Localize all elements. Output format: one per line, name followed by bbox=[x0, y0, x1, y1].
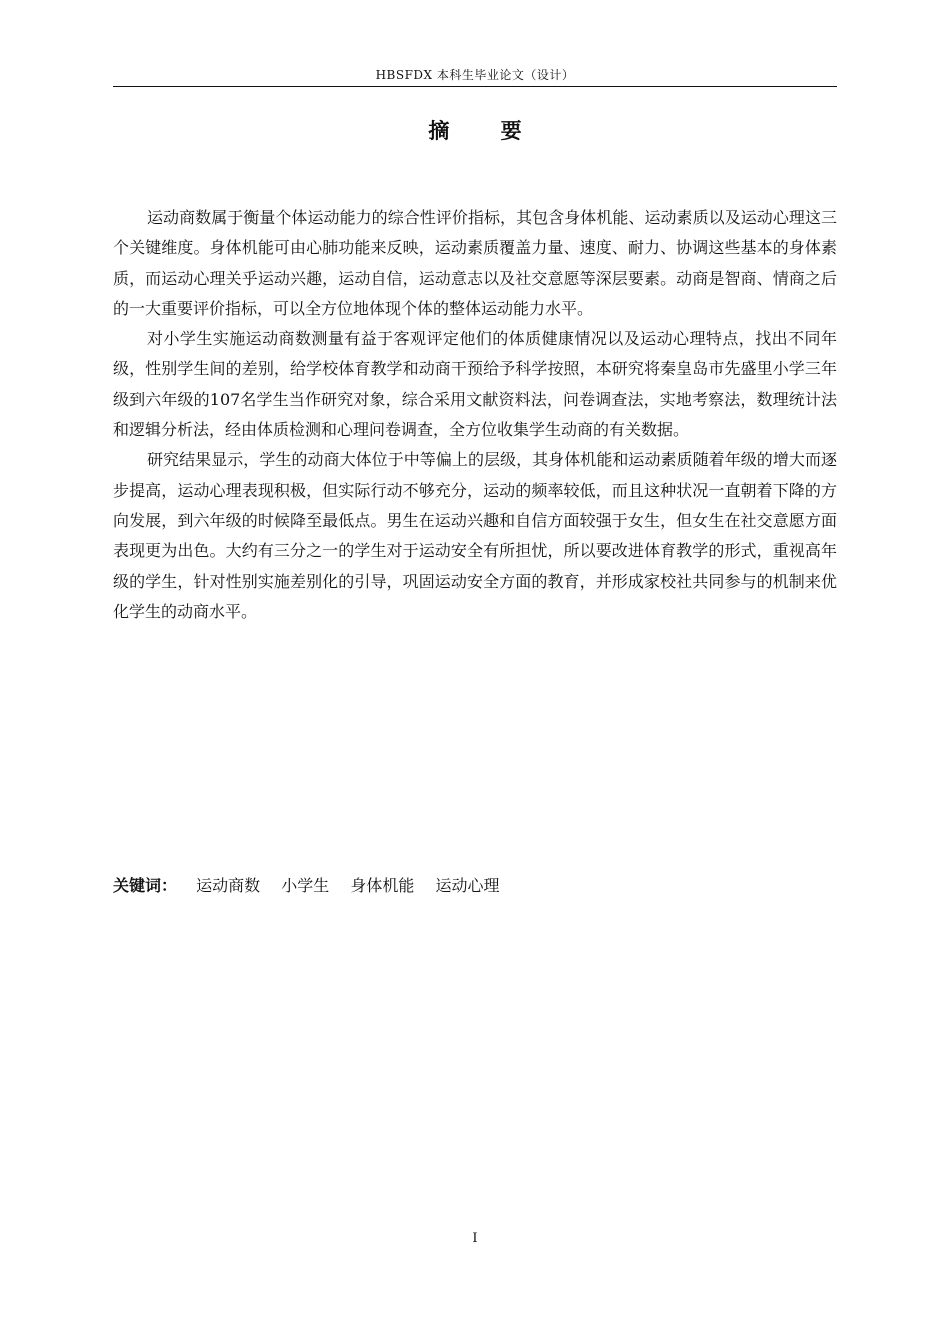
abstract-paragraph-2: 对小学生实施运动商数测量有益于客观评定他们的体质健康情况以及运动心理特点，找出不同年级，性别学生间的差别，给学校体育教学和动商干预给予科学按照，本研究将秦皇岛市先盛里小学三年级到六年级的107名学生当作研究对象，综合采用文献资料法，问卷调查法，实地考察法，数理统计法和逻辑分析法，经由体质检测和心理问卷调查，全方位收集学生动商的有关数据。 bbox=[113, 329, 837, 440]
keyword-item: 小学生 bbox=[281, 876, 330, 895]
abstract-paragraph-1: 运动商数属于衡量个体运动能力的综合性评价指标，其包含身体机能、运动素质以及运动心理这三个关键维度。身体机能可由心肺功能来反映，运动素质覆盖力量、速度、耐力、协调这些基本的身体素质，而运动心理关乎运动兴趣，运动自信，运动意志以及社交意愿等深层要素。动商是智商、情商之后的一大重要评价指标，可以全方位地体现个体的整体运动能力水平。 bbox=[113, 208, 837, 318]
keywords-label: 关键词： bbox=[113, 876, 178, 895]
abstract-title: 摘 要 bbox=[428, 119, 544, 143]
keyword-item: 运动商数 bbox=[196, 876, 261, 895]
keywords-line bbox=[113, 872, 837, 900]
running-header: HBSFDX 本科生毕业论文（设计） bbox=[375, 68, 575, 82]
abstract-paragraph-3: 研究结果显示，学生的动商大体位于中等偏上的层级，其身体机能和运动素质随着年级的增大而逐步提高，运动心理表现积极，但实际行动不够充分，运动的频率较低，而且这种状况一直朝着下降的方向发展，到六年级的时候降至最低点。男生在运动兴趣和自信方面较强于女生，但女生在社交意愿方面表现更为出色。大约有三分之一的学生对于运动安全有所担忧，所以要改进体育教学的形式，重视高年级的学生，针对性别实施差别化的引导，巩固运动安全方面的教育，并形成家校社共同参与的机制来优化学生的动商水平。 bbox=[113, 450, 837, 621]
abstract-body bbox=[113, 203, 837, 627]
keyword-item: 身体机能 bbox=[350, 876, 415, 895]
keyword-item: 运动心理 bbox=[435, 876, 500, 895]
header-rule bbox=[113, 86, 837, 87]
page-number: I bbox=[472, 1231, 478, 1246]
